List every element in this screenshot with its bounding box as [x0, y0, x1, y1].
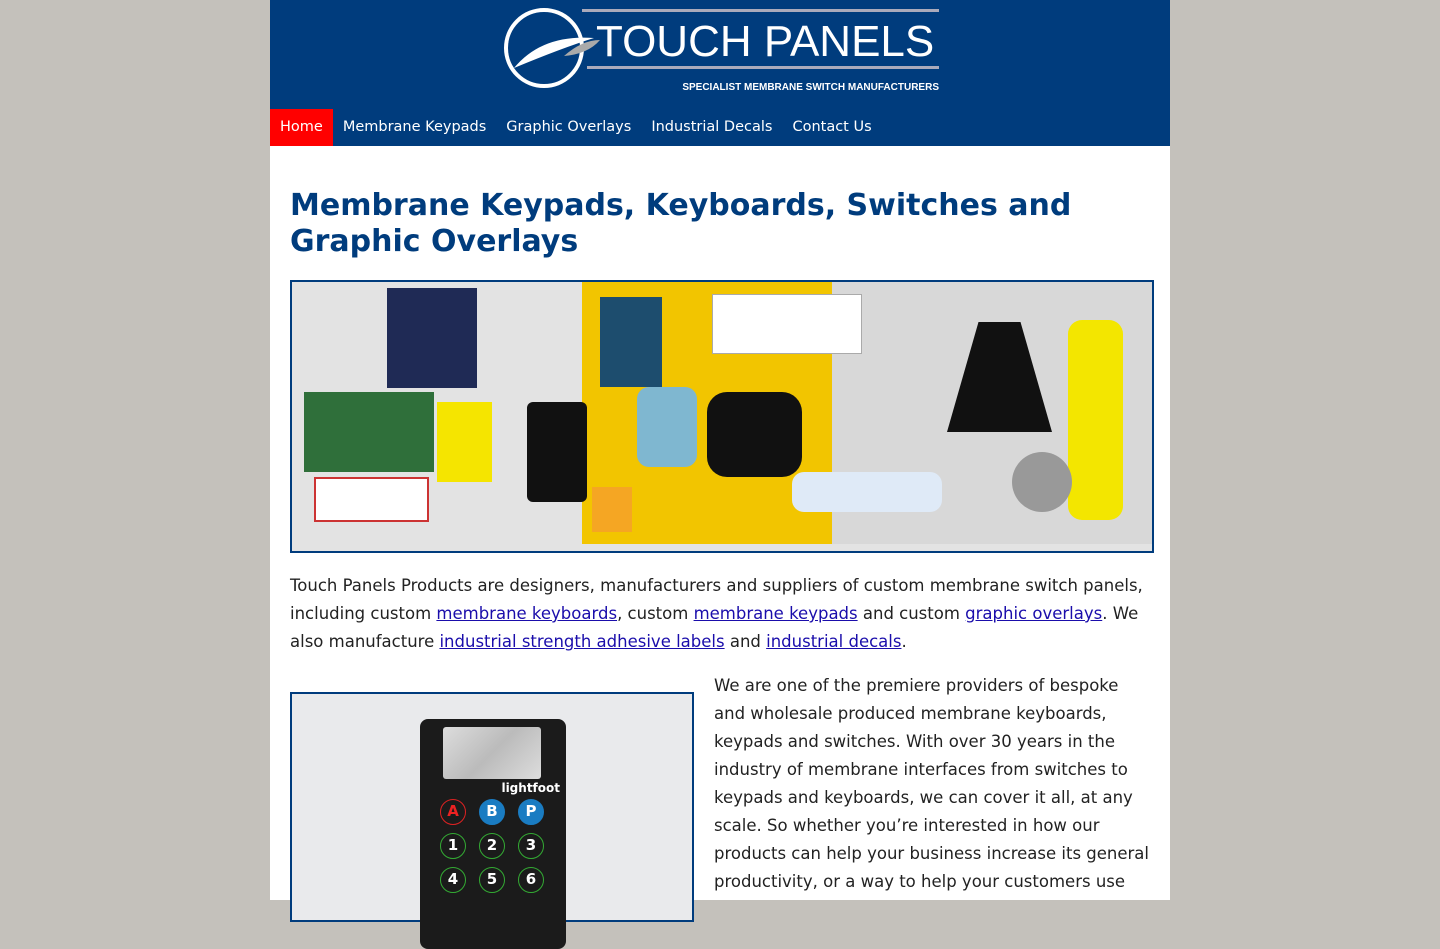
touch-panels-logo[interactable]	[502, 4, 942, 94]
nav-contact-us[interactable]: Contact Us	[792, 119, 872, 135]
intro-text: and	[724, 632, 767, 651]
link-adhesive-labels[interactable]: industrial strength adhesive labels	[439, 632, 725, 651]
keypad-brand: lightfoot	[501, 781, 560, 795]
lightfoot-keypad-image	[290, 692, 694, 922]
page-title: Membrane Keypads, Keyboards, Switches and Graphic Overlays	[290, 188, 1072, 259]
intro-paragraph	[290, 572, 1156, 656]
key-a: A	[440, 799, 466, 825]
intro-text: . We also manufacture	[290, 604, 1139, 651]
body-paragraph: We are one of the premiere providers of bespoke and wholesale produced membrane keyboards, keypads and switches. With over 30 years in the industry of membrane interfaces from switches to keypads and keyboards, we can cover it all, at any scale. So whether you’re interested in how our products can help your business increase its general productivity, or a way to help your customers use	[714, 676, 1150, 891]
key-5: 5	[479, 867, 505, 893]
link-graphic-overlays[interactable]: graphic overlays	[965, 604, 1103, 623]
svg-text:TOUCH PANELS: TOUCH PANELS	[596, 17, 935, 66]
main-nav	[270, 109, 882, 146]
intro-text: , custom	[617, 604, 694, 623]
key-1: 1	[440, 833, 466, 859]
key-2: 2	[479, 833, 505, 859]
product-collage-image	[290, 280, 1154, 553]
key-4: 4	[440, 867, 466, 893]
key-3: 3	[518, 833, 544, 859]
nav-industrial-decals[interactable]: Industrial Decals	[651, 119, 773, 135]
nav-home[interactable]: Home	[270, 109, 333, 146]
key-p: P	[518, 799, 544, 825]
key-6: 6	[518, 867, 544, 893]
link-membrane-keypads[interactable]: membrane keypads	[693, 604, 858, 623]
nav-membrane-keypads[interactable]: Membrane Keypads	[342, 119, 487, 135]
link-industrial-decals[interactable]: industrial decals	[766, 632, 902, 651]
nav-graphic-overlays[interactable]: Graphic Overlays	[506, 119, 632, 135]
svg-text:SPECIALIST MEMBRANE SWITCH MAN: SPECIALIST MEMBRANE SWITCH MANUFACTURERS	[682, 82, 939, 93]
intro-text: Touch Panels Products are designers, manufacturers and suppliers of custom membrane switch panels, including custom	[290, 576, 1143, 623]
page	[270, 0, 1170, 900]
keypad-screen	[443, 727, 541, 779]
intro-text: .	[901, 632, 907, 651]
header	[270, 0, 1170, 146]
intro-text: and custom	[857, 604, 966, 623]
link-membrane-keyboards[interactable]: membrane keyboards	[436, 604, 618, 623]
keypad	[420, 719, 566, 949]
key-b: B	[479, 799, 505, 825]
